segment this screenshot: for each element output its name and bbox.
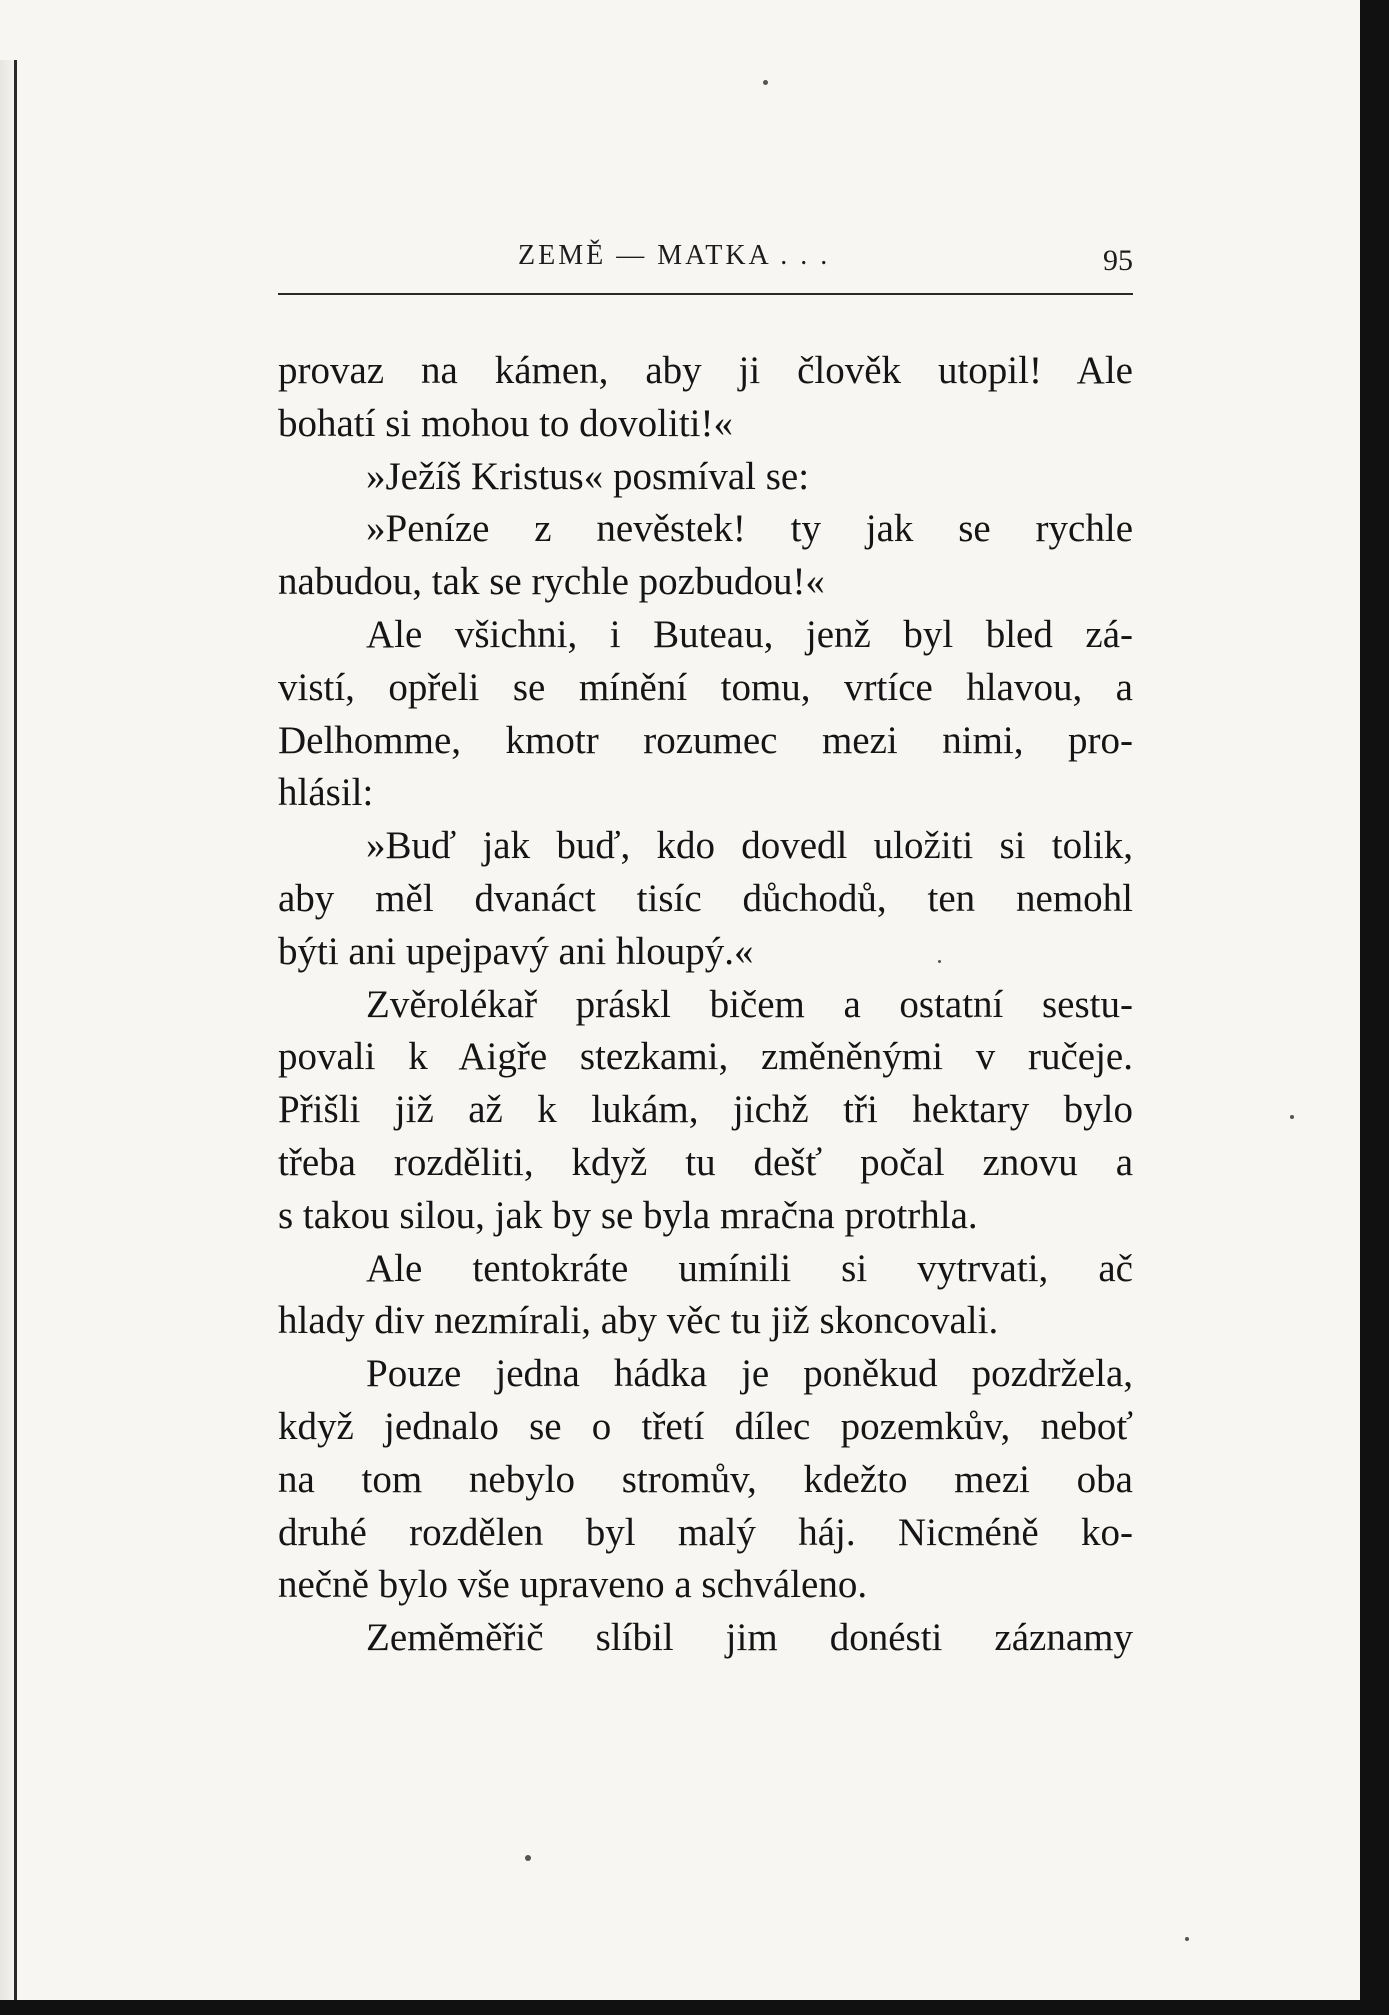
text-line: nabudou, tak se rychle pozbudou!« bbox=[278, 560, 825, 604]
text-line: s takou silou, jak by se byla mračna protrhla. bbox=[278, 1193, 978, 1237]
text-line: Přišli již až k lukám, jichž tři hektary bylo bbox=[278, 1088, 1133, 1132]
text-line: »Peníze z nevěstek! ty jak se rychle bbox=[366, 507, 1133, 551]
text-line: hlady div nezmírali, aby věc tu již skoncovali. bbox=[278, 1299, 999, 1343]
paper-speck bbox=[938, 960, 941, 963]
paper-speck bbox=[763, 80, 768, 85]
text-line: třeba rozděliti, když tu dešť počal znovu a bbox=[278, 1140, 1133, 1184]
scan-border-bottom bbox=[0, 2000, 1389, 2015]
text-line: Zeměměřič slíbil jim donésti záznamy bbox=[366, 1616, 1133, 1660]
text-line: na tom nebylo stromův, kdežto mezi oba bbox=[278, 1457, 1133, 1501]
text-line: »Buď jak buď, kdo dovedl uložiti si tolik, bbox=[366, 824, 1133, 868]
header-rule bbox=[278, 293, 1133, 295]
text-line: aby měl dvanáct tisíc důchodů, ten nemohl bbox=[278, 876, 1133, 920]
scan-border-right bbox=[1360, 0, 1389, 2015]
text-line: povali k Aigře stezkami, změněnými v ručeje. bbox=[278, 1035, 1133, 1079]
text-line: provaz na kámen, aby ji člověk utopil! Ale bbox=[278, 349, 1133, 392]
running-head: ZEMĚ — MATKA . . . bbox=[518, 240, 831, 271]
binding-edge bbox=[0, 60, 17, 2000]
text-line: vistí, opřeli se mínění tomu, vrtíce hlavou, a bbox=[278, 665, 1133, 709]
text-line: druhé rozdělen byl malý háj. Nicméně ko- bbox=[278, 1510, 1133, 1554]
paper-speck bbox=[1290, 1115, 1294, 1119]
text-line: Pouze jedna hádka je poněkud pozdržela, bbox=[366, 1352, 1133, 1396]
paper-speck bbox=[525, 1855, 531, 1861]
text-line: býti ani upejpavý ani hloupý.« bbox=[278, 929, 754, 973]
paper-speck bbox=[1185, 1937, 1189, 1941]
text-line: Ale všichni, i Buteau, jenž byl bled zá- bbox=[366, 612, 1133, 656]
text-line: Delhomme, kmotr rozumec mezi nimi, pro- bbox=[278, 718, 1133, 762]
page-header bbox=[278, 240, 1133, 288]
text-line: Ale tentokráte umínili si vytrvati, ač bbox=[366, 1246, 1133, 1290]
text-line: nečně bylo vše upraveno a schváleno. bbox=[278, 1563, 868, 1607]
page-number: 95 bbox=[1103, 244, 1133, 277]
text-line: »Ježíš Kristus« posmíval se: bbox=[366, 454, 810, 498]
text-line: když jednalo se o třetí dílec pozemkův, neboť bbox=[278, 1404, 1133, 1448]
body-text bbox=[278, 345, 1133, 1665]
text-line: hlásil: bbox=[278, 771, 374, 815]
text-line: bohatí si mohou to dovoliti!« bbox=[278, 401, 733, 445]
text-line: Zvěrolékař práskl bičem a ostatní sestu- bbox=[366, 982, 1133, 1026]
